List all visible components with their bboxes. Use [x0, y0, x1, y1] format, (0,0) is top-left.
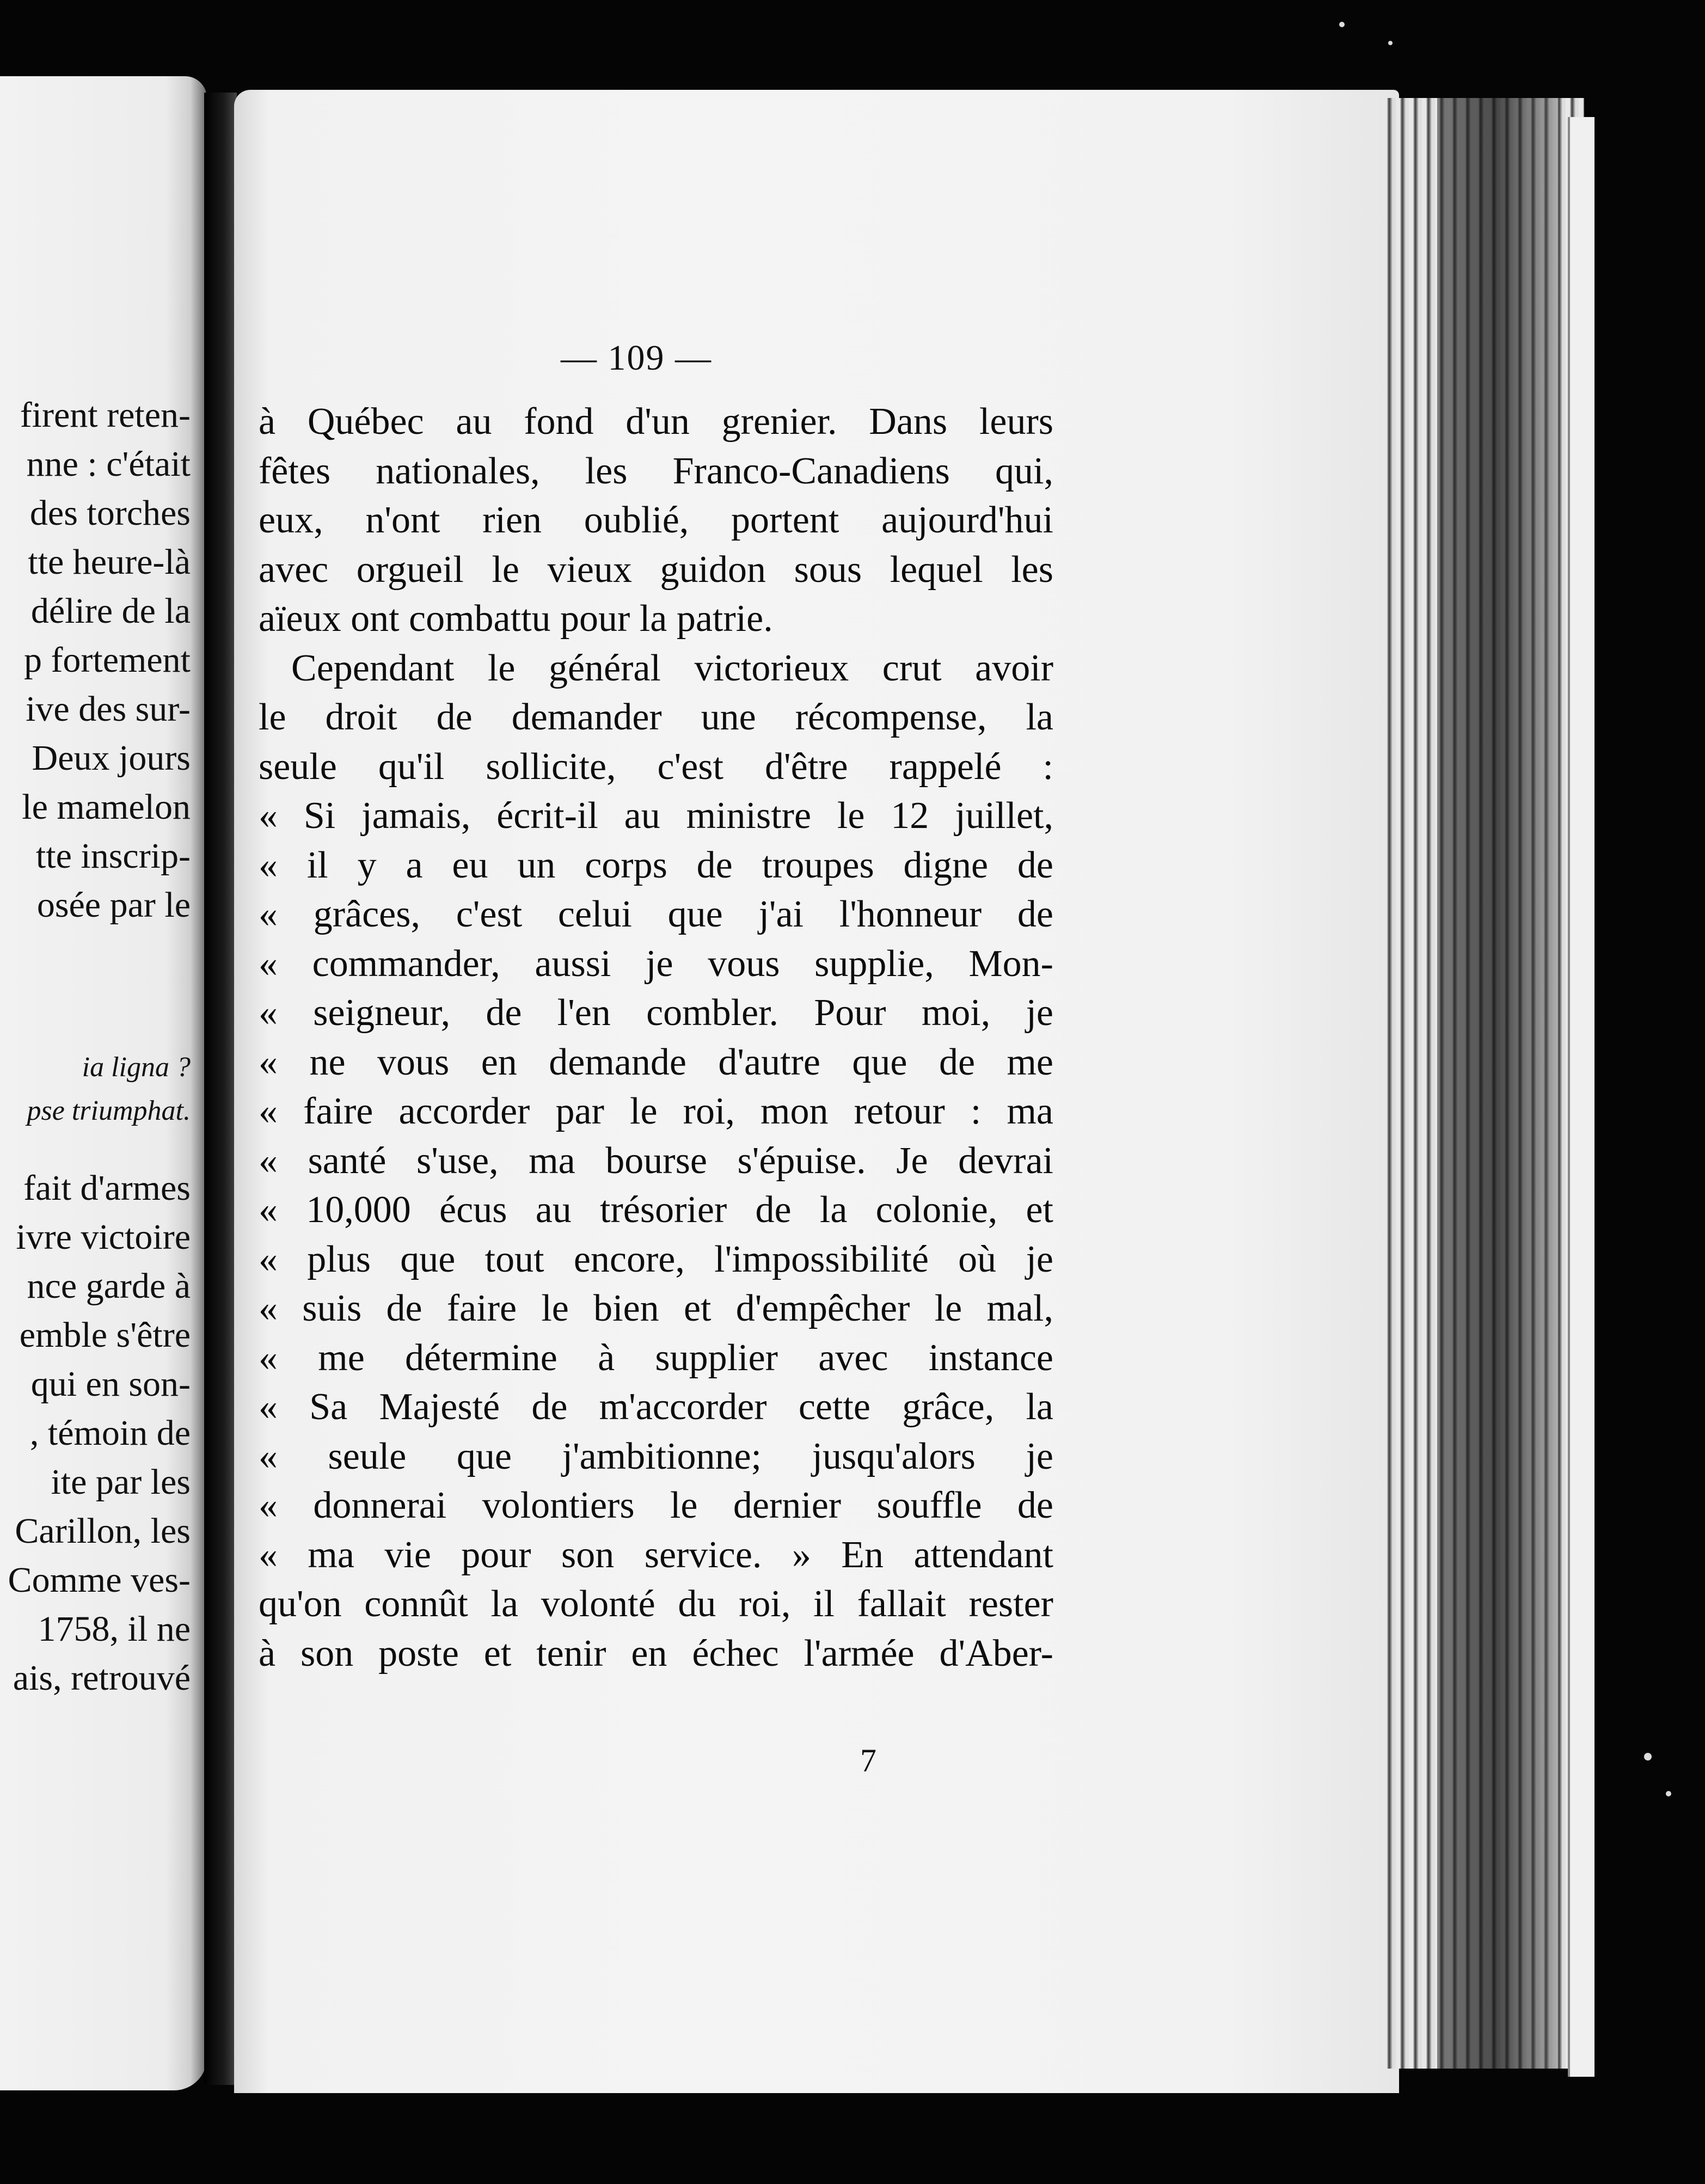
body-text — [259, 397, 1053, 1678]
quote-line: « suis de faire le bien et d'empêcher le mal, — [259, 1287, 1053, 1329]
quote-line: « ne vous en demande d'autre que de me — [259, 1041, 1053, 1083]
quote-line: « Si jamais, écrit-il au ministre le 12 juillet, — [259, 795, 1053, 837]
left-verse-line: ia ligna ? — [82, 1052, 191, 1083]
book-gutter-shadow — [204, 93, 237, 2085]
left-line: emble s'être — [19, 1315, 191, 1355]
text-line: aïeux ont combattu pour la patrie. — [259, 598, 773, 640]
paragraph-start-line: Cependant le général victorieux crut avoir — [291, 647, 1053, 689]
text-line: eux, n'ont rien oublié, portent aujourd'hui — [259, 499, 1053, 541]
left-line: osée par le — [36, 885, 191, 925]
text-line: fêtes nationales, les Franco-Canadiens qui, — [259, 450, 1053, 492]
left-line: ais, retrouvé — [13, 1658, 191, 1698]
left-line: tte heure-là — [28, 542, 191, 582]
quote-line: « santé s'use, ma bourse s'épuise. Je devrai — [259, 1139, 1053, 1182]
left-line: le mamelon — [22, 787, 191, 827]
left-line: , témoin de — [29, 1413, 191, 1453]
quote-line: « Sa Majesté de m'accorder cette grâce, la — [259, 1386, 1053, 1428]
left-line: des torches — [29, 493, 191, 533]
text-line: à son poste et tenir en échec l'armée d'Aber- — [259, 1632, 1053, 1674]
quote-line: « il y a eu un corps de troupes digne de — [259, 844, 1053, 886]
text-line: qu'on connût la volonté du roi, il fallait rester — [259, 1583, 1053, 1625]
left-line: délire de la — [30, 591, 191, 631]
left-line: firent reten- — [20, 395, 191, 435]
left-line: fait d'armes — [23, 1168, 191, 1208]
left-line: Deux jours — [32, 738, 191, 778]
quote-line: « ma vie pour son service. » En attendant — [259, 1533, 1053, 1576]
left-line: Comme ves- — [8, 1560, 191, 1600]
text-line: le droit de demander une récompense, la — [259, 696, 1053, 738]
signature-mark: 7 — [860, 1743, 876, 1778]
quote-line: « grâces, c'est celui que j'ai l'honneur de — [259, 893, 1053, 935]
book-cover-edge — [1568, 117, 1594, 2077]
left-line: Carillon, les — [15, 1511, 191, 1551]
left-line: ive des sur- — [26, 689, 191, 729]
text-line: seule qu'il sollicite, c'est d'être rappelé : — [259, 745, 1053, 788]
left-line: ivre victoire — [16, 1217, 191, 1257]
left-line: ite par les — [51, 1462, 191, 1502]
quote-line: « me détermine à supplier avec instance — [259, 1336, 1053, 1379]
page-edges-shadow — [1437, 98, 1557, 2069]
quote-line: « faire accorder par le roi, mon retour : ma — [259, 1090, 1053, 1132]
left-verse-line: pse triumphat. — [27, 1095, 191, 1126]
page-number: — 109 — — [561, 338, 712, 378]
quote-line: « plus que tout encore, l'impossibilité où je — [259, 1238, 1053, 1280]
dust-speck — [1388, 41, 1393, 45]
text-line: à Québec au fond d'un grenier. Dans leurs — [259, 401, 1053, 443]
quote-line: « donnerai volontiers le dernier souffle de — [259, 1484, 1053, 1526]
left-line: nce garde à — [27, 1266, 191, 1306]
dust-speck — [1644, 1753, 1652, 1760]
left-line: 1758, il ne — [38, 1609, 191, 1649]
dust-speck — [1666, 1791, 1671, 1796]
left-line: nne : c'était — [26, 444, 191, 484]
quote-line: « seule que j'ambitionne; jusqu'alors je — [259, 1435, 1053, 1477]
left-line: tte inscrip- — [35, 836, 191, 876]
left-line: p fortement — [23, 640, 191, 680]
dust-speck — [1339, 22, 1345, 27]
text-line: avec orgueil le vieux guidon sous lequel les — [259, 548, 1053, 591]
quote-line: « seigneur, de l'en combler. Pour moi, je — [259, 992, 1053, 1034]
left-page-text — [0, 76, 191, 2090]
left-facing-page — [0, 76, 207, 2090]
quote-line: « commander, aussi je vous supplie, Mon- — [259, 942, 1053, 985]
left-line: qui en son- — [30, 1364, 191, 1404]
quote-line: « 10,000 écus au trésorier de la colonie, et — [259, 1189, 1053, 1231]
